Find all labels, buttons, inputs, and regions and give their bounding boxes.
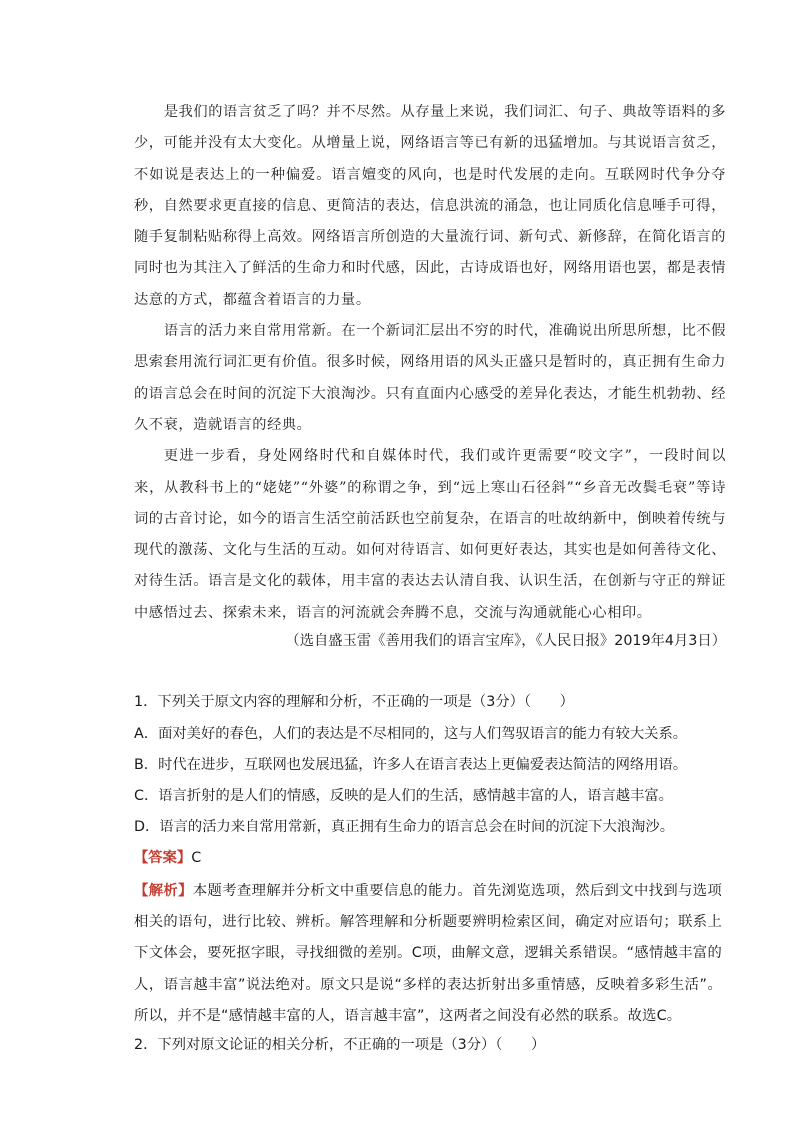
passage-paragraph-1: 是我们的语言贫乏了吗？并不尽然。从存量上来说，我们词汇、句子、典故等语料的多少，可能并没有太大变化。从增量上说，网络语言等已有新的迅猛增加。与其说语言贫乏，不如说是表达上的一种偏爱。语言嬗变的风向，也是时代发展的走向。互联网时代争分夺秒，自然要求更直接的信息、更简洁的表达，信息洪流的涌急，也让同质化信息唾手可得，随手复制粘贴称得上高效。网络语言所创造的大量流行词、新句式、新修辞，在简化语言的同时也为其注入了鲜活的生命力和时代感，因此，古诗成语也好，网络用语也罢，都是表情达意的方式，都蕴含着语言的力量。 [134, 104, 726, 308]
explanation-tag: 【解析】 [134, 883, 193, 899]
passage-paragraph-2: 语言的活力来自常用常新。在一个新词汇层出不穷的时代，准确说出所思所想，比不假思索套用流行词汇更有价值。很多时候，网络用语的风头正盛只是暂时的，真正拥有生命力的语言总会在时间的沉淀下大浪淘沙。只有直面内心感受的差异化表达，才能生机勃勃、经久不衰，造就语言的经典。 [134, 323, 726, 433]
question-1-option-b: B．时代在进步，互联网也发展迅猛，许多人在语言表达上更偏爱表达简洁的网络用语。 [134, 757, 688, 773]
question-1-stem: 1．下列关于原文内容的理解和分析，不正确的一项是（3分）（ ） [134, 694, 574, 710]
passage-source: （选自盛玉雷《善用我们的语言宝库》，《人民日报》2019年4月3日） [285, 633, 726, 649]
question-1-answer [134, 844, 734, 872]
passage-paragraph-3: 更进一步看，身处网络时代和自媒体时代，我们或许更需要“咬文字”，一段时间以来，从教科书上的“姥姥”“外婆”的称谓之争，到“远上寒山石径斜”“乡音无改鬓毛衰”等诗词的古音讨论，如今的语言生活空前活跃也空前复杂，在语言的吐故纳新中，倒映着传统与现代的激荡、文化与生活的互动。如何对待语言、如何更好表达，其实也是如何善待文化、对待生活。语言是文化的载体，用丰富的表达去认清自我、认识生活，在创新与守正的辩证中感悟过去、探索未来，语言的河流就会奔腾不息，交流与沟通就能心心相印。 [134, 448, 726, 621]
question-2-stem: 2．下列对原文论证的相关分析，不正确的一项是（3分）（ ） [134, 1037, 546, 1053]
reading-passage [134, 97, 726, 629]
answer-value: C [191, 850, 202, 866]
question-1-explanation [134, 876, 722, 1032]
question-1-option-a: A．面对美好的春色，人们的表达是不尽相同的，这与人们驾驭语言的能力有较大关系。 [134, 726, 688, 742]
explanation-text: 本题考查理解并分析文中重要信息的能力。首先浏览选项，然后到文中找到与选项相关的语句，进行比较、辨析。解答理解和分析题要辨明检索区间，确定对应语句；联系上下文体会，要死抠字眼，寻找细微的差别。C项，曲解文意，逻辑关系错误。“感情越丰富的人，语言越丰富”说法绝对。原文只是说“多样的表达折射出多重情感，反映着多彩生活”。所以，并不是“感情越丰富的人，语言越丰富”，这两者之间没有必然的联系。故选C。 [134, 883, 722, 1024]
question-1-option-c: C．语言折射的是人们的情感，反映的是人们的生活，感情越丰富的人，语言越丰富。 [134, 788, 673, 804]
question-1-option-d: D．语言的活力来自常用常新，真正拥有生命力的语言总会在时间的沉淀下大浪淘沙。 [134, 819, 674, 835]
answer-tag: 【答案】 [134, 850, 192, 866]
